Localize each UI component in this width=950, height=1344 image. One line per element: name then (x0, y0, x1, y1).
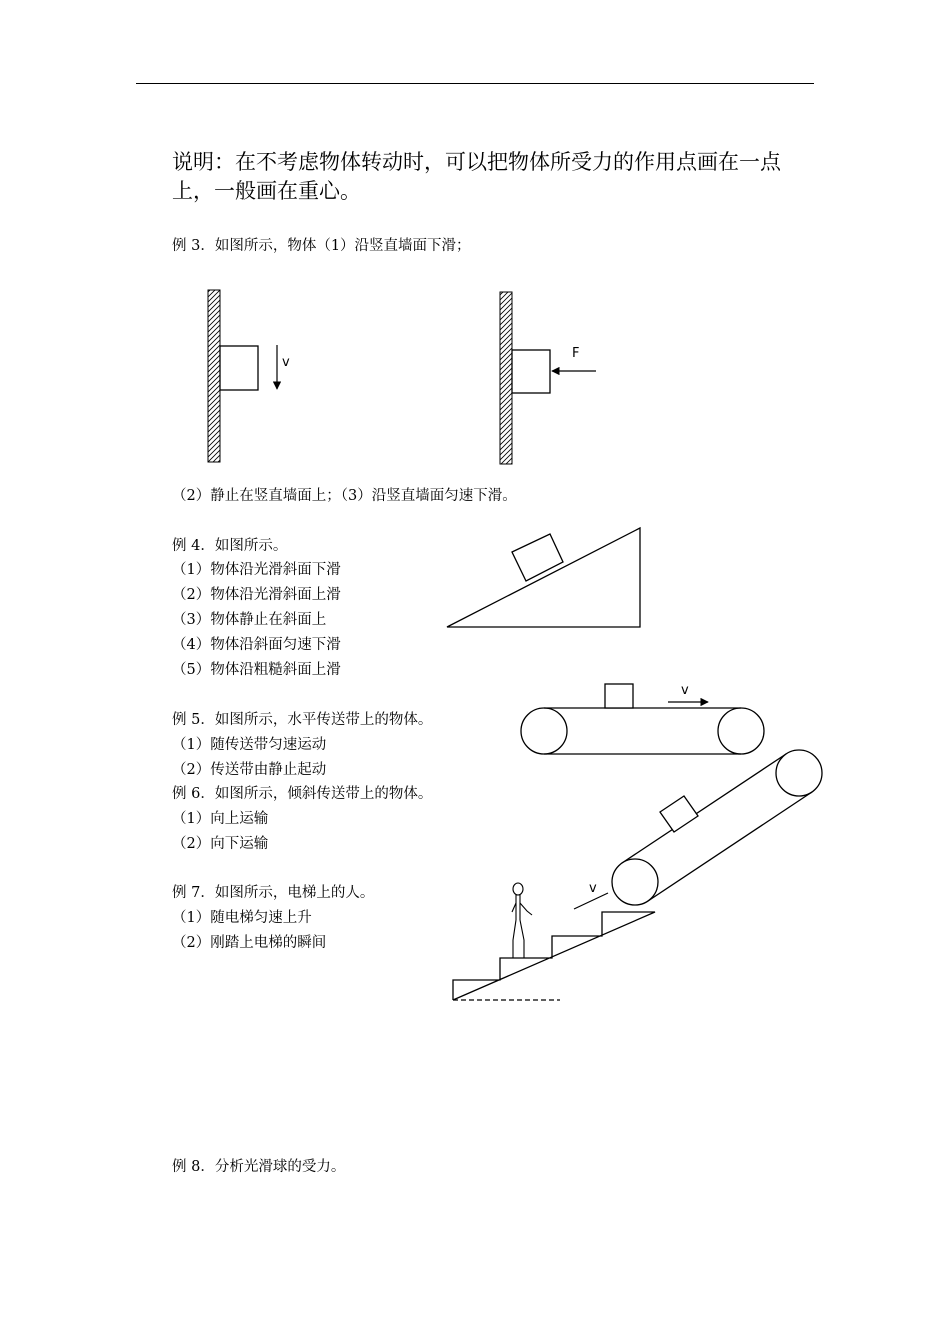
ex3-title: 例 3．如图所示，物体（1）沿竖直墙面下滑； (172, 238, 471, 254)
v-label-1: v (282, 355, 290, 370)
wall-2 (500, 292, 512, 464)
ex5-item-1: （1）随传送带匀速运动 (172, 737, 327, 753)
ex4-item-5: （5）物体沿粗糙斜面上滑 (172, 662, 341, 678)
incline-belt-block (660, 796, 698, 832)
wall-1 (208, 290, 220, 462)
ex7-item-1: （1）随电梯匀速上升 (172, 910, 312, 926)
block-1 (220, 346, 258, 390)
ex3-figure-1 (208, 290, 290, 462)
ex5-figure (521, 683, 764, 754)
incline-belt-top (622, 754, 786, 863)
roller-left (521, 708, 567, 754)
f-label: F (572, 346, 580, 361)
block-2 (512, 350, 550, 393)
ex7-item-2: （2）刚踏上电梯的瞬间 (172, 935, 327, 951)
v-label-belt: v (681, 683, 689, 698)
escalator-steps (453, 912, 655, 1000)
ex4-item-4: （4）物体沿斜面匀速下滑 (172, 637, 341, 653)
ex5-title: 例 5．如图所示，水平传送带上的物体。 (172, 712, 433, 728)
ex8-title: 例 8．分析光滑球的受力。 (172, 1159, 346, 1175)
incline-roller-upper (776, 750, 822, 796)
belt-block (605, 684, 633, 708)
ex4-item-1: （1）物体沿光滑斜面下滑 (172, 562, 341, 578)
ex7-title: 例 7．如图所示，电梯上的人。 (172, 885, 375, 901)
ex4-item-2: （2）物体沿光滑斜面上滑 (172, 587, 341, 603)
ex4-item-3: （3）物体静止在斜面上 (172, 612, 327, 628)
ex6-figure (574, 750, 822, 909)
ex3-continuation: （2）静止在竖直墙面上；（3）沿竖直墙面匀速下滑。 (172, 488, 517, 504)
person-figure (512, 883, 532, 958)
v-label-incline: v (589, 881, 597, 896)
ex5-item-2: （2）传送带由静止起动 (172, 762, 327, 778)
ex6-item-1: （1）向上运输 (172, 811, 269, 827)
ex6-title: 例 6．如图所示，倾斜传送带上的物体。 (172, 786, 433, 802)
roller-right (718, 708, 764, 754)
ex3-figure-2 (500, 292, 596, 464)
note-paragraph: 说明：在不考虑物体转动时，可以把物体所受力的作用点画在一点上，一般画在重心。 (172, 150, 781, 203)
ex4-title: 例 4．如图所示。 (172, 538, 288, 554)
ex4-figure (447, 528, 640, 627)
ex6-item-2: （2）向下运输 (172, 836, 269, 852)
incline-roller-lower (612, 859, 658, 905)
